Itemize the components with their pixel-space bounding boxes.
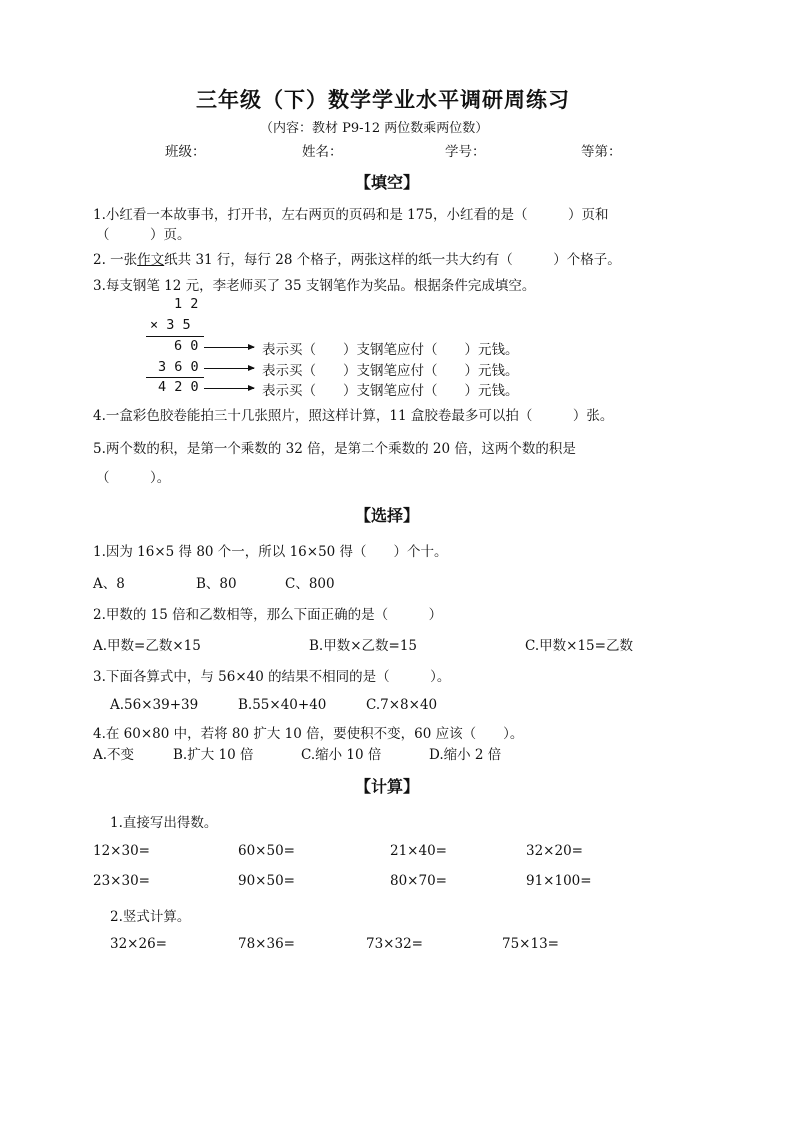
calc-desc-row-3: 表示买（ ）支钢笔应付（ ）元钱。 [262, 383, 519, 399]
choice-4-option-a: A.不变 [93, 747, 135, 763]
vertical-calc-item: 78×36= [238, 936, 295, 952]
fill-question-2 [93, 248, 621, 268]
arrow-icon [204, 388, 254, 389]
choice-question-2: 2.甲数的 15 倍和乙数相等，那么下面正确的是（ ） [93, 607, 443, 623]
oral-calc-item: 32×20= [526, 843, 583, 859]
fill-question-2-underlined: 作文 [137, 252, 165, 268]
arrow-icon [204, 368, 254, 369]
choice-question-4: 4.在 60×80 中，若将 80 扩大 10 倍，要使积不变，60 应该（ ）。 [93, 726, 524, 742]
student-number-field-label: 学号： [445, 144, 486, 160]
choice-1-option-c: C、800 [285, 576, 335, 592]
class-field-label: 班级： [165, 144, 206, 160]
calc-rule-2 [146, 377, 204, 378]
calc-final-product: 4 2 0 [158, 379, 199, 395]
oral-calc-item: 90×50= [238, 873, 295, 889]
fill-question-4: 4.一盒彩色胶卷能拍三十几张照片，照这样计算，11 盒胶卷最多可以拍（ ）张。 [93, 408, 614, 424]
calc-rule-1 [146, 336, 204, 337]
choice-1-option-a: A、8 [93, 576, 125, 592]
choice-4-option-d: D.缩小 2 倍 [429, 747, 502, 763]
vertical-calc-item: 32×26= [110, 936, 167, 952]
calc-desc-row-1: 表示买（ ）支钢笔应付（ ）元钱。 [262, 342, 519, 358]
fill-question-3: 3.每支钢笔 12 元，李老师买了 35 支钢笔作为奖品。根据条件完成填空。 [93, 278, 536, 294]
vertical-calc-item: 75×13= [502, 936, 559, 952]
compute-part-1-instruction: 1.直接写出得数。 [110, 815, 218, 831]
fill-question-2-prefix: 2. 一张 [93, 252, 138, 268]
fill-question-5-line-1: 5.两个数的积，是第一个乘数的 32 倍，是第二个乘数的 20 倍，这两个数的积是 [93, 441, 576, 457]
fill-question-5-line-2: （ ）。 [96, 470, 171, 486]
choice-1-option-b: B、80 [196, 576, 237, 592]
page-subtitle: （内容：教材 P9-12 两位数乘两位数） [260, 121, 489, 136]
oral-calc-item: 21×40= [390, 843, 447, 859]
grade-field-label: 等第： [581, 144, 622, 160]
compute-part-2-instruction: 2.竖式计算。 [110, 909, 191, 925]
choice-4-option-c: C.缩小 10 倍 [301, 747, 382, 763]
choice-3-option-c: C.7×8×40 [366, 697, 438, 713]
choice-2-option-c: C.甲数×15=乙数 [525, 638, 633, 654]
choice-2-option-a: A.甲数=乙数×15 [93, 638, 201, 654]
fill-question-1-line-2: （ ）页。 [96, 227, 191, 243]
choice-question-3: 3.下面各算式中，与 56×40 的结果不相同的是（ ）。 [93, 669, 451, 685]
oral-calc-item: 60×50= [238, 843, 295, 859]
oral-calc-item: 12×30= [93, 843, 150, 859]
choice-2-option-b: B.甲数×乙数=15 [309, 638, 418, 654]
choice-3-option-a: A.56×39+39 [110, 697, 199, 713]
choice-3-option-b: B.55×40+40 [238, 697, 327, 713]
calc-partial-product-1: 6 0 [174, 338, 199, 354]
section-heading-compute: 【计算】 [355, 777, 420, 796]
vertical-calc-item: 73×32= [366, 936, 423, 952]
choice-4-option-b: B.扩大 10 倍 [173, 747, 254, 763]
fill-question-2-suffix: 纸共 31 行，每行 28 个格子，两张这样的纸一共大约有（ ）个格子。 [164, 252, 621, 268]
arrow-icon [204, 347, 254, 348]
section-heading-choice: 【选择】 [355, 506, 420, 525]
choice-question-1: 1.因为 16×5 得 80 个一，所以 16×50 得（ ）个十。 [93, 544, 448, 560]
name-field-label: 姓名： [302, 144, 343, 160]
calc-partial-product-2: 3 6 0 [158, 359, 199, 375]
oral-calc-item: 23×30= [93, 873, 150, 889]
calc-desc-row-2: 表示买（ ）支钢笔应付（ ）元钱。 [262, 363, 519, 379]
oral-calc-item: 80×70= [390, 873, 447, 889]
calc-multiplicand: 1 2 [174, 296, 199, 312]
fill-question-1-line-1: 1.小红看一本故事书，打开书，左右两页的页码和是 175，小红看的是（ ）页和 [93, 207, 609, 223]
page-title: 三年级（下）数学学业水平调研周练习 [196, 88, 570, 112]
calc-multiplier: × 3 5 [150, 317, 191, 333]
oral-calc-item: 91×100= [526, 873, 592, 889]
section-heading-fill: 【填空】 [355, 173, 420, 192]
